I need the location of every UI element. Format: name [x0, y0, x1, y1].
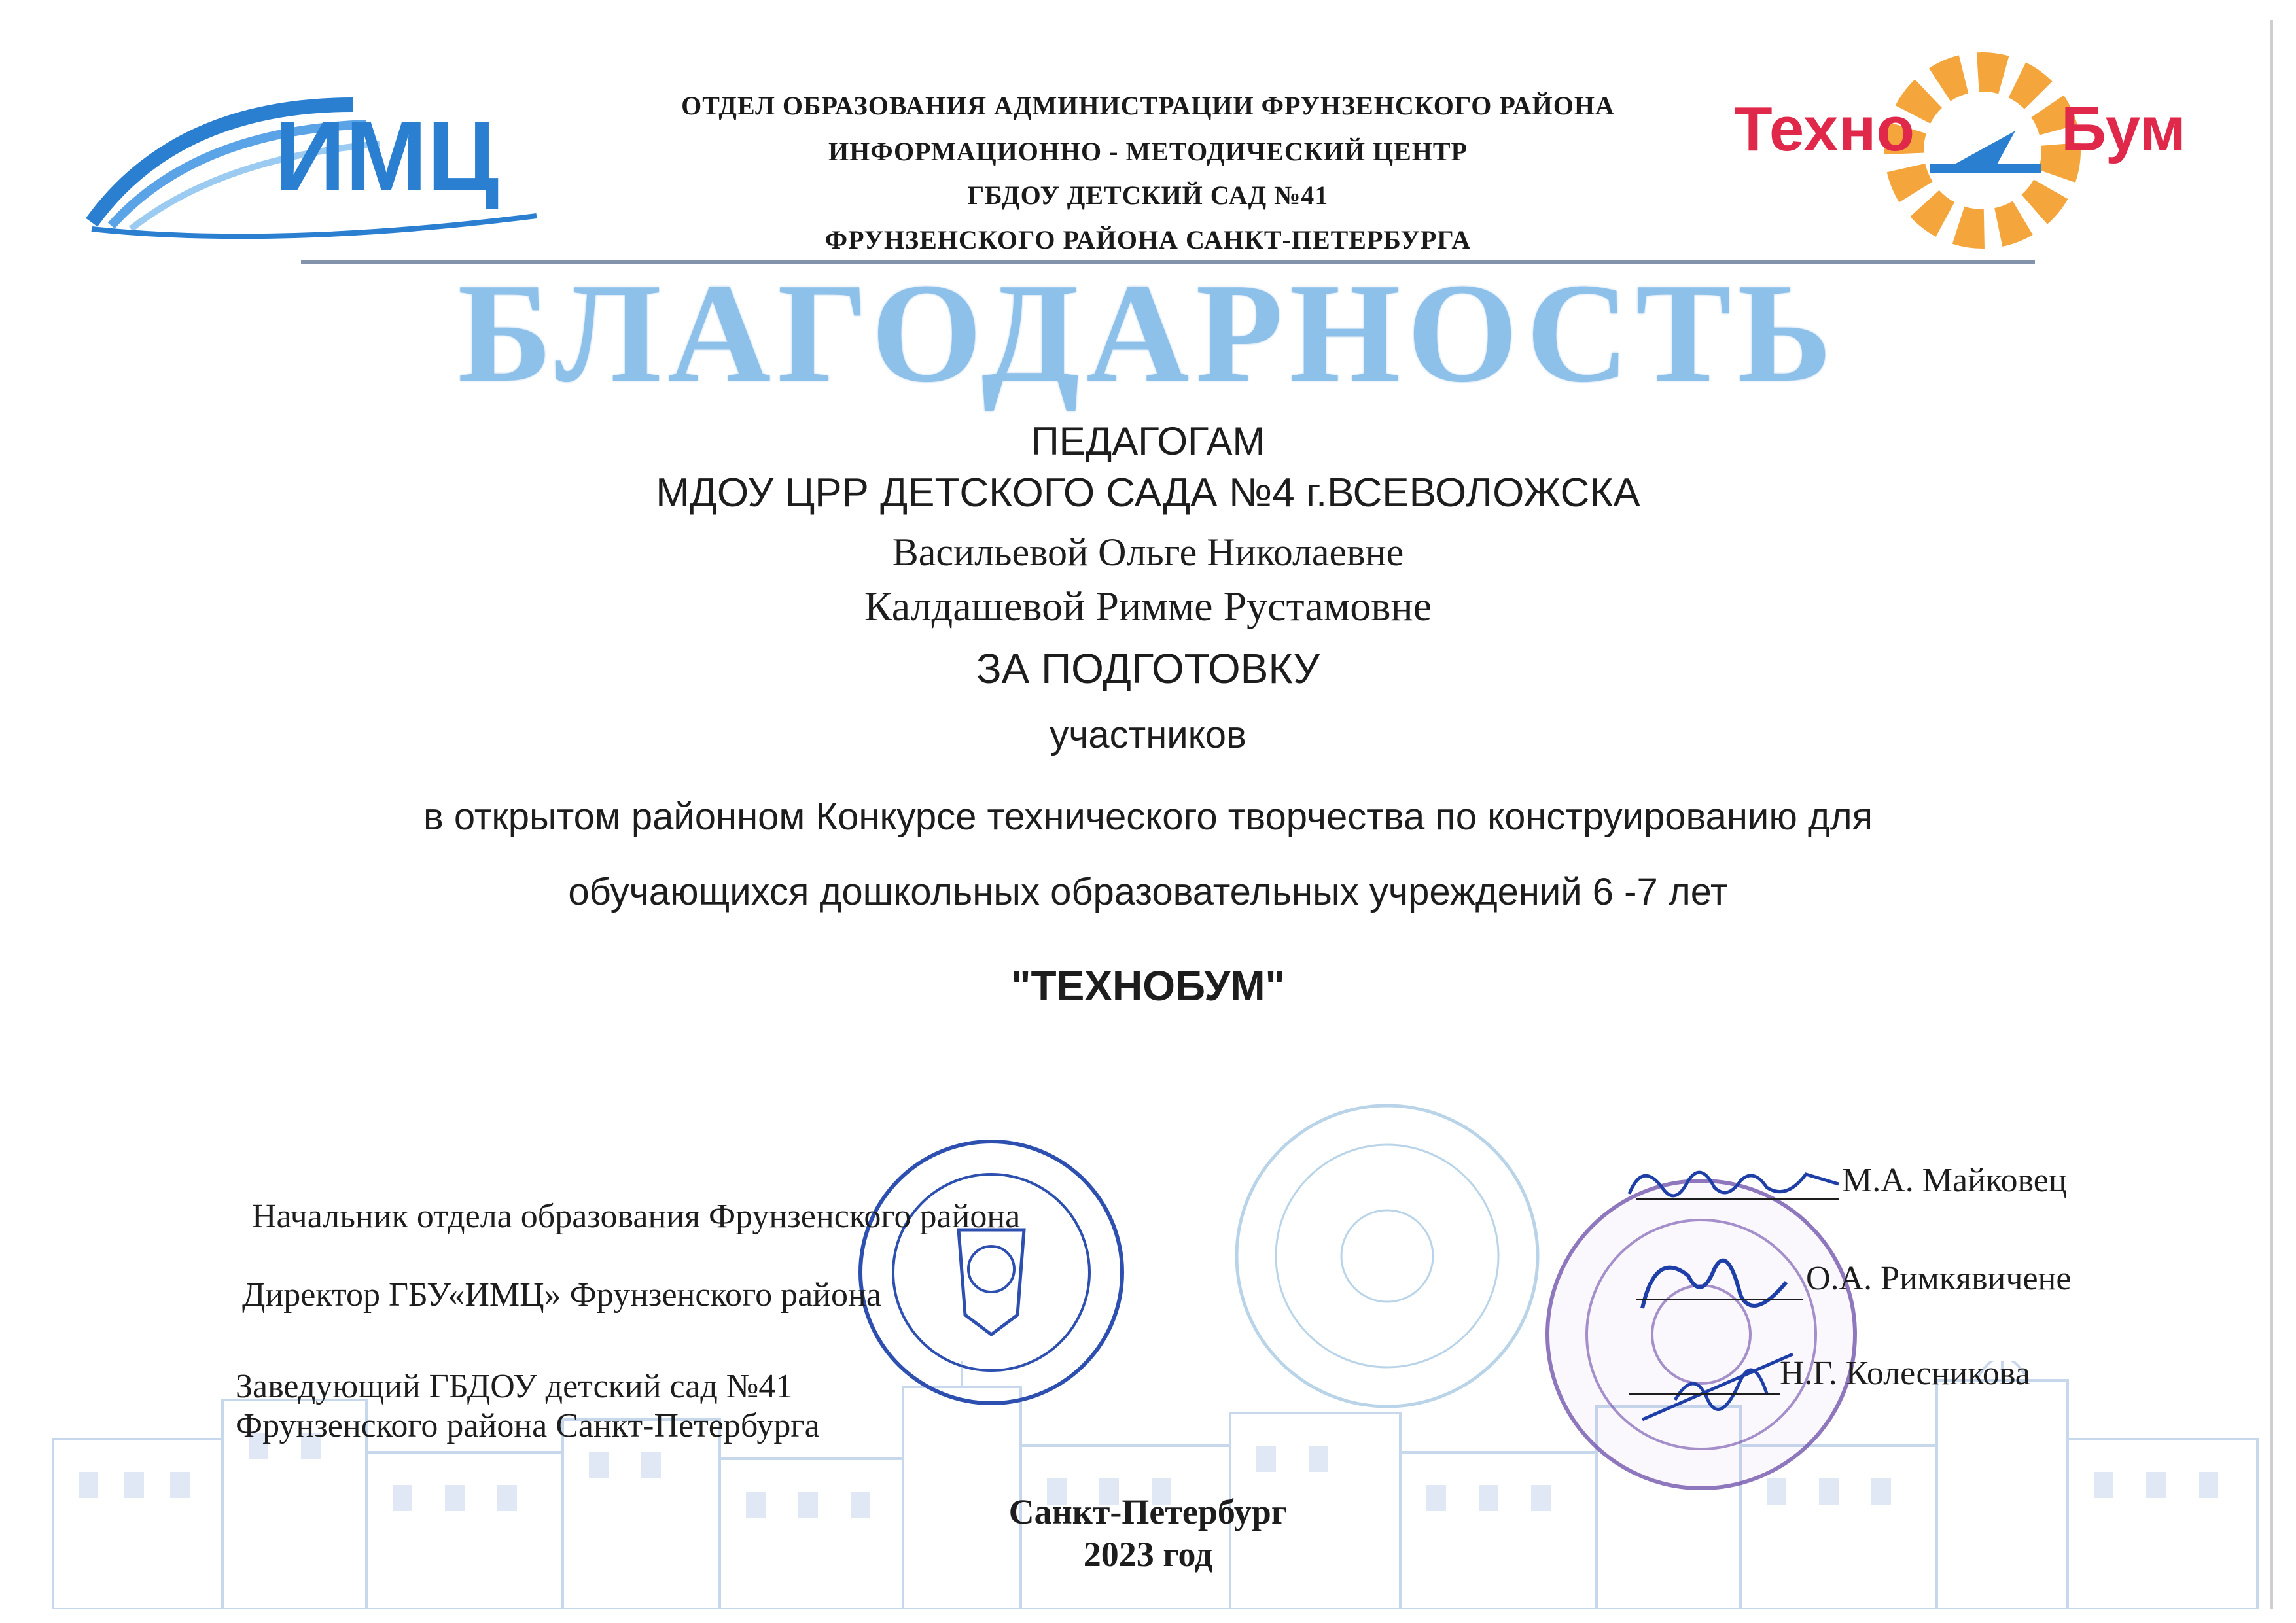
signature-name-2: О.А. Римкявичене	[1806, 1260, 2072, 1297]
svg-text:Техно: Техно	[1734, 94, 1915, 164]
footer-city: Санкт-Петербург	[1008, 1492, 1288, 1531]
svg-text:ИМЦ: ИМЦ	[275, 101, 499, 211]
header-line-4: ФРУНЗЕНСКОГО РАЙОНА САНКТ-ПЕТЕРБУРГА	[824, 225, 1472, 254]
reason-line-3: в открытом районном Конкурсе технического творчества по конструированию для	[423, 795, 1873, 838]
certificate-title: БЛАГОДАРНОСТЬ	[457, 254, 1839, 412]
svg-text:Бум: Бум	[2061, 94, 2186, 164]
signature-position-3a: Заведующий ГБДОУ детский сад №41	[236, 1368, 793, 1405]
recipients-line-3: Васильевой Ольге Николаевне	[892, 531, 1404, 574]
reason-line-2: участников	[1050, 714, 1246, 756]
signature-position-2: Директор ГБУ«ИМЦ» Фрунзенского района	[242, 1276, 881, 1314]
signature-name-3: Н.Г. Колесникова	[1780, 1355, 2030, 1392]
header-line-2: ИНФОРМАЦИОННО - МЕТОДИЧЕСКИЙ ЦЕНТР	[828, 137, 1468, 166]
signature-position-1: Начальник отдела образования Фрунзенского района	[252, 1198, 1021, 1235]
recipients-line-1: ПЕДАГОГАМ	[1031, 419, 1265, 463]
signature-position-3b: Фрунзенского района Санкт-Петербурга	[236, 1407, 820, 1444]
signature-line-3	[1629, 1393, 1780, 1395]
reason-line-1: ЗА ПОДГОТОВКУ	[976, 645, 1320, 692]
contest-name: "ТЕХНОБУМ"	[1011, 962, 1285, 1009]
recipients-line-2: МДОУ ЦРР ДЕТСКОГО САДА №4 г.ВСЕВОЛОЖСКА	[656, 470, 1640, 515]
signature-line-1	[1636, 1198, 1839, 1200]
reason-line-4: обучающихся дошкольных образовательных учреждений 6 -7 лет	[568, 871, 1728, 913]
stamp-administration	[851, 1132, 1132, 1413]
signature-line-2	[1636, 1299, 1803, 1300]
recipients-line-4: Калдашевой Римме Рустамовне	[864, 583, 1432, 629]
signature-rimkyavichene	[1629, 1236, 1799, 1335]
signature-maykovets	[1623, 1148, 1845, 1220]
signature-name-1: М.А. Майковец	[1842, 1162, 2067, 1199]
footer-year: 2023 год	[1083, 1535, 1213, 1574]
header-line-1: ОТДЕЛ ОБРАЗОВАНИЯ АДМИНИСТРАЦИИ ФРУНЗЕНСКОГО РАЙОНА	[681, 91, 1615, 120]
stamp-government-light	[1217, 1092, 1557, 1420]
header-line-3: ГБДОУ ДЕТСКИЙ САД №41	[967, 181, 1329, 210]
